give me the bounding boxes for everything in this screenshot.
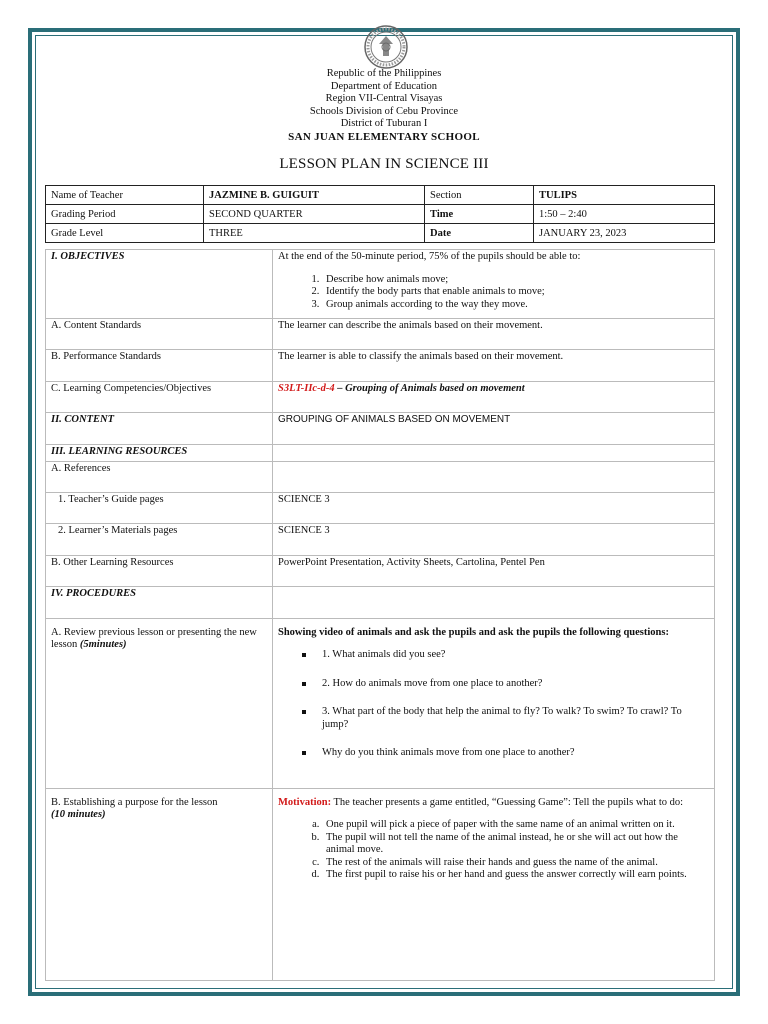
review-heading: Showing video of animals and ask the pupils and ask the pupils the following questions:: [278, 626, 669, 638]
row-learning-resources: [46, 444, 715, 461]
references-value: [273, 461, 715, 492]
lesson-plan-table: [45, 249, 715, 981]
info-table: [45, 185, 715, 243]
performance-standards-label: B. Performance Standards: [46, 350, 273, 381]
list-item: c. The rest of the animals will raise their hands and guess the name of the animal.: [322, 857, 709, 870]
row-other-resources: [46, 555, 715, 586]
content-value: GROUPING OF ANIMALS BASED ON MOVEMENT: [273, 413, 715, 444]
learning-resources-label: III. LEARNING RESOURCES: [46, 444, 273, 461]
learning-resources-value: [273, 444, 715, 461]
header-district: District of Tuburan I: [340, 118, 428, 130]
section-value: TULIPS: [534, 186, 715, 205]
review-time: (5minutes): [79, 639, 127, 651]
other-resources-label: B. Other Learning Resources: [46, 555, 273, 586]
row-review: [46, 618, 715, 788]
procedures-value: [273, 587, 715, 618]
teachers-guide-value: SCIENCE 3: [273, 492, 715, 523]
row-learners-materials: [46, 524, 715, 555]
competency-text: – Grouping of Animals based on movement: [334, 382, 525, 394]
row-objectives: [46, 250, 715, 319]
list-item: 3. What part of the body that help the animal to fly? To walk? To swim? To crawl? To jump?: [278, 706, 709, 731]
page-title: LESSON PLAN IN SCIENCE III: [279, 156, 489, 172]
row-content-standards: [46, 319, 715, 350]
row-competencies: [46, 381, 715, 412]
period-label: Grading Period: [46, 205, 204, 224]
grade-value: THREE: [204, 224, 425, 243]
row-performance-standards: [46, 350, 715, 381]
header-region: Region VII-Central Visayas: [325, 93, 443, 105]
learners-materials-value: SCIENCE 3: [273, 524, 715, 555]
info-row-grade: [46, 224, 715, 243]
row-references: [46, 461, 715, 492]
objectives-intro: At the end of the 50-minute period, 75% of the pupils should be able to:: [278, 251, 581, 262]
content-standards-label: A. Content Standards: [46, 319, 273, 350]
teacher-value: JAZMINE B. GUIGUIT: [204, 186, 425, 205]
content-label: II. CONTENT: [46, 413, 273, 444]
competencies-label: C. Learning Competencies/Objectives: [46, 381, 273, 412]
info-row-period: [46, 205, 715, 224]
list-item: b. The pupil will not tell the name of the animal instead, he or she will act out how the animal move.: [322, 832, 709, 857]
row-content: [46, 413, 715, 444]
motivation-text: The teacher presents a game entitled, “Guessing Game”: Tell the pupils what to do:: [331, 796, 684, 808]
performance-standards-value: The learner is able to classify the animals based on their movement.: [273, 350, 715, 381]
list-item: 1. What animals did you see?: [278, 649, 709, 662]
header-department: Department of Education: [330, 80, 438, 92]
other-resources-value: PowerPoint Presentation, Activity Sheets, Cartolina, Pentel Pen: [273, 555, 715, 586]
row-procedures: [46, 587, 715, 618]
header-republic: Republic of the Philippines: [326, 68, 442, 79]
time-label: Time: [425, 205, 534, 224]
date-value: JANUARY 23, 2023: [534, 224, 715, 243]
motivation-label: Motivation:: [278, 796, 332, 808]
purpose-label-cell: [46, 788, 273, 980]
purpose-cell: [273, 788, 715, 980]
list-item: Why do you think animals move from one place to another?: [278, 747, 709, 760]
row-teachers-guide: [46, 492, 715, 523]
header-school-name: SAN JUAN ELEMENTARY SCHOOL: [288, 130, 480, 143]
teachers-guide-label: 1. Teacher’s Guide pages: [46, 492, 273, 523]
row-purpose: [46, 788, 715, 980]
info-row-teacher: [46, 186, 715, 205]
list-item: 2. How do animals move from one place to another?: [278, 678, 709, 691]
references-label: A. References: [46, 461, 273, 492]
teacher-label: Name of Teacher: [46, 186, 204, 205]
list-item: d. The first pupil to raise his or her hand and guess the answer correctly will earn points.: [322, 869, 709, 882]
purpose-time: (10 minutes): [51, 809, 106, 821]
period-value: SECOND QUARTER: [204, 205, 425, 224]
content-standards-value: The learner can describe the animals based on their movement.: [273, 319, 715, 350]
review-label-cell: [46, 618, 273, 788]
competencies-value: [273, 381, 715, 412]
list-item: a. One pupil will pick a piece of paper with the same name of an animal written on it.: [322, 819, 709, 832]
deped-seal-icon: [363, 24, 409, 70]
objectives-list: [278, 274, 709, 312]
list-item: 3. Group animals according to the way they move.: [322, 299, 709, 312]
review-cell: [273, 618, 715, 788]
game-steps: [278, 819, 709, 882]
review-label: A. Review previous lesson or presenting the new lesson: [51, 626, 257, 651]
school-header: [40, 68, 728, 144]
list-item: 2. Identify the body parts that enable animals to move;: [322, 286, 709, 299]
list-item: 1. Describe how animals move;: [322, 274, 709, 287]
procedures-label: IV. PROCEDURES: [46, 587, 273, 618]
learners-materials-label: 2. Learner’s Materials pages: [46, 524, 273, 555]
grade-label: Grade Level: [46, 224, 204, 243]
date-label: Date: [425, 224, 534, 243]
review-questions: [278, 649, 709, 760]
time-value: 1:50 – 2:40: [534, 205, 715, 224]
purpose-label: B. Establishing a purpose for the lesson: [51, 796, 218, 808]
header-division: Schools Division of Cebu Province: [309, 105, 459, 117]
competency-code: S3LT-IIc-d-4: [278, 382, 335, 394]
motivation-paragraph: [278, 797, 709, 810]
objectives-label: I. OBJECTIVES: [46, 250, 273, 319]
section-label: Section: [425, 186, 534, 205]
objectives-cell: [273, 250, 715, 319]
